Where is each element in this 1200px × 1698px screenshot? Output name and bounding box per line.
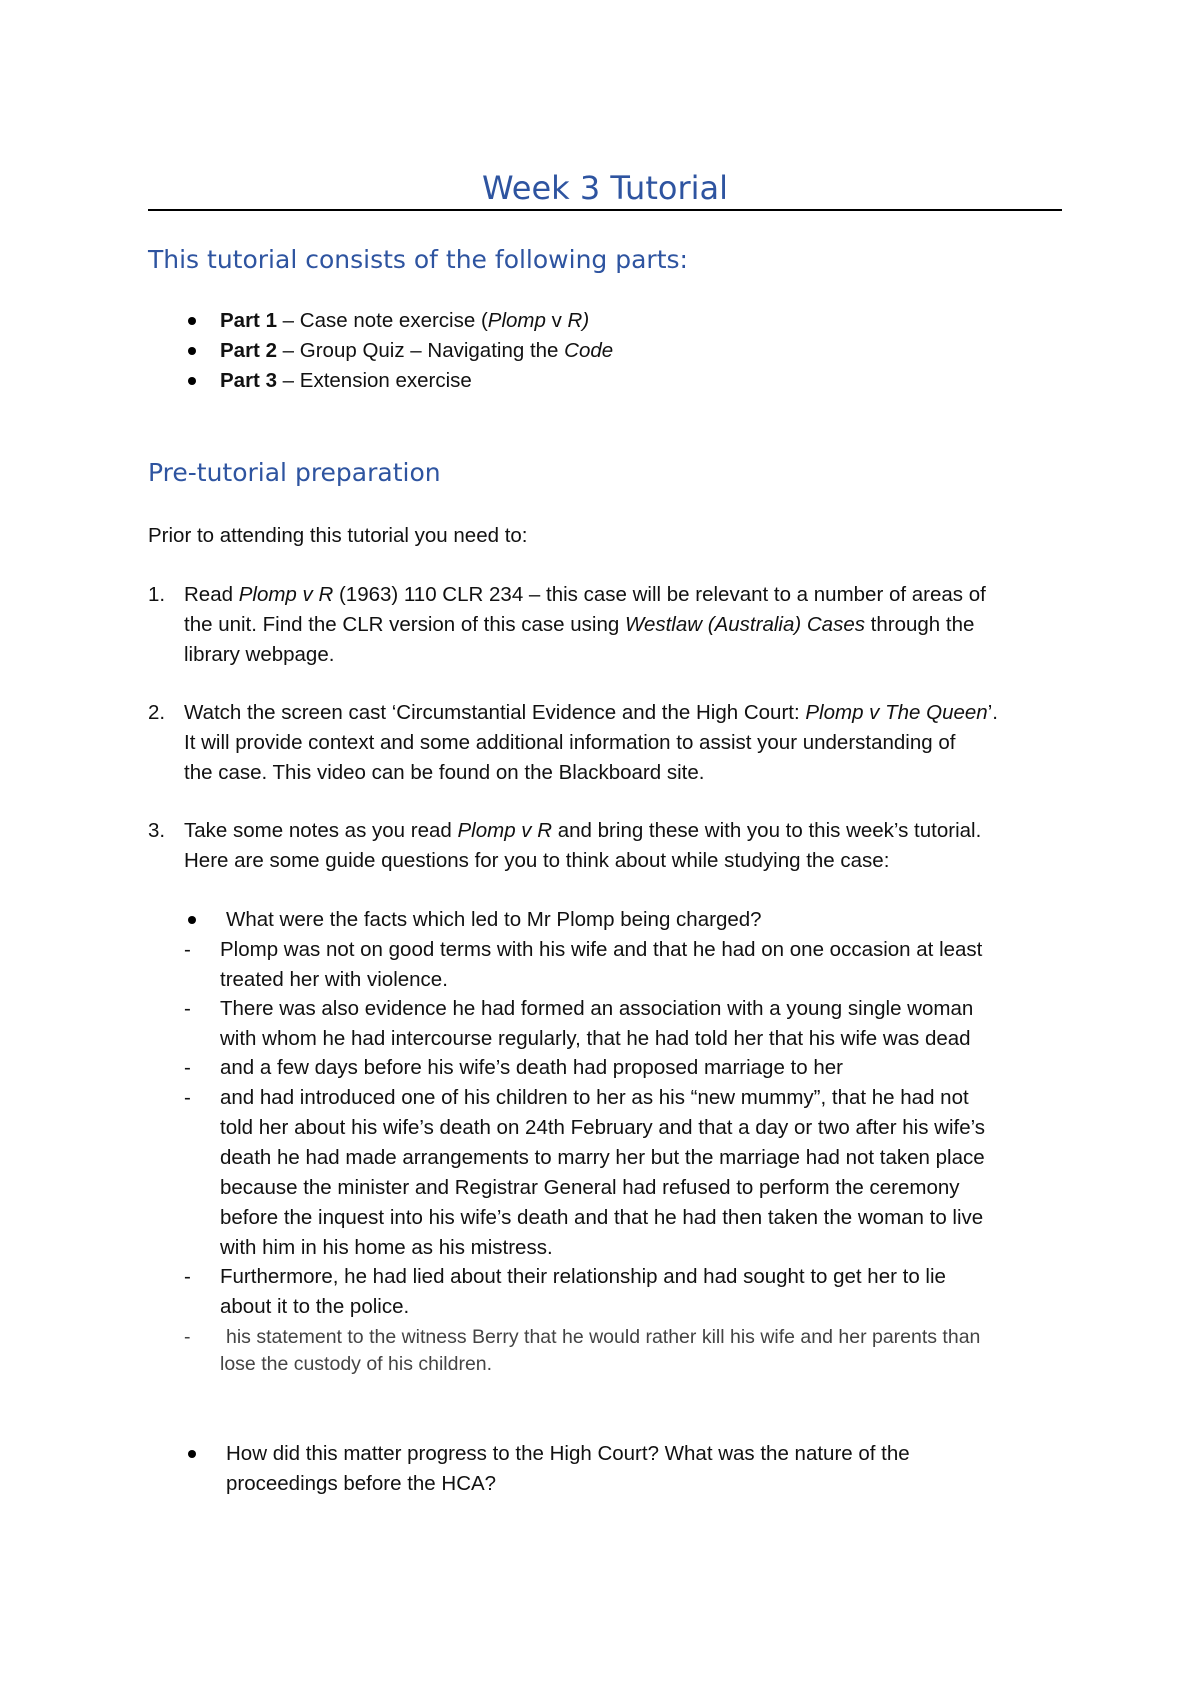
fact-line: Plomp was not on good terms with his wife and that he had on one occasion at least: [220, 938, 983, 961]
parts-list: [148, 306, 613, 396]
fact-line: about it to the police.: [220, 1295, 410, 1318]
text-run: through the: [864, 613, 975, 636]
dash-marker: -: [184, 1265, 191, 1288]
part-label: Part 3: [220, 369, 277, 392]
fact-line: death he had made arrangements to marry her but the marriage had not taken place: [220, 1146, 985, 1169]
part-emphasis: Plomp: [487, 309, 546, 332]
fact-line: his statement to the witness Berry that he would rather kill his wife and her parents than: [226, 1326, 981, 1348]
title-divider: [148, 209, 1062, 211]
case-name: Plomp v R: [457, 819, 553, 842]
part-text: – Group Quiz – Navigating the: [276, 339, 565, 362]
fact-line: and had introduced one of his children to her as his “new mummy”, that he had not: [220, 1086, 969, 1109]
question-text: How did this matter progress to the High Court? What was the nature of the: [226, 1442, 910, 1465]
fact-item: [148, 1324, 1068, 1378]
text-run: the unit. Find the CLR version of this case using: [184, 613, 625, 636]
numbered-item-2: [148, 698, 1068, 788]
guide-question-1: [148, 905, 1068, 935]
numbered-item-3: [148, 816, 1068, 876]
text-run: (1963) 110 CLR 234 – this case will be relevant to a number of areas of: [333, 583, 986, 606]
fact-line: treated her with violence.: [220, 968, 448, 991]
guide-question-2: [148, 1439, 1068, 1499]
item-number: 1.: [148, 583, 166, 606]
bullet-icon: [188, 377, 196, 385]
fact-line: told her about his wife’s death on 24th February and that a day or two after his wife’s: [220, 1116, 986, 1139]
item-number: 3.: [148, 819, 166, 842]
text-run: Take some notes as you read: [184, 819, 458, 842]
fact-line: before the inquest into his wife’s death and that he had then taken the woman to live: [220, 1206, 984, 1229]
part-emphasis: R): [567, 309, 590, 332]
dash-marker: -: [184, 1056, 191, 1079]
question-text: proceedings before the HCA?: [226, 1472, 497, 1495]
fact-line: with him in his home as his mistress.: [220, 1236, 553, 1259]
dash-marker: -: [184, 997, 191, 1020]
fact-line: because the minister and Registrar General had refused to perform the ceremony: [220, 1176, 960, 1199]
fact-item: [148, 994, 1068, 1054]
fact-line: Furthermore, he had lied about their relationship and had sought to get her to lie: [220, 1265, 946, 1288]
text-run: Here are some guide questions for you to think about while studying the case:: [184, 849, 890, 872]
dash-marker: -: [184, 1086, 191, 1109]
intro-heading: This tutorial consists of the following parts:: [148, 245, 688, 274]
question-text: What were the facts which led to Mr Plomp being charged?: [226, 908, 762, 931]
list-item: [148, 306, 613, 336]
item-number: 2.: [148, 701, 166, 724]
fact-item: [148, 1053, 1068, 1083]
part-text: v: [545, 309, 568, 332]
text-run: library webpage.: [184, 643, 335, 666]
part-text: – Extension exercise: [276, 369, 472, 392]
dash-marker: -: [184, 938, 191, 961]
text-run: Watch the screen cast ‘Circumstantial Evidence and the High Court:: [184, 701, 806, 724]
item-text: [184, 580, 1068, 670]
fact-line: lose the custody of his children.: [220, 1353, 493, 1375]
text-run: ’.: [987, 701, 998, 724]
list-item: [148, 366, 613, 396]
fact-item: [148, 935, 1068, 995]
bullet-icon: [188, 317, 196, 325]
part-text: – Case note exercise (: [276, 309, 488, 332]
fact-item: [148, 1262, 1068, 1322]
list-item: [148, 336, 613, 366]
numbered-item-1: [148, 580, 1068, 670]
item-text: [184, 816, 1068, 876]
bullet-icon: [188, 916, 196, 924]
dash-marker: -: [184, 1326, 191, 1348]
part-emphasis: Code: [564, 339, 614, 362]
fact-line: and a few days before his wife’s death had proposed marriage to her: [220, 1056, 843, 1079]
fact-item: [148, 1083, 1068, 1263]
case-name: Plomp v The Queen: [805, 701, 988, 724]
prep-intro: Prior to attending this tutorial you need to:: [148, 524, 528, 547]
text-run: and bring these with you to this week’s tutorial.: [552, 819, 982, 842]
case-name: Plomp v R: [238, 583, 334, 606]
part-label: Part 1: [220, 309, 277, 332]
part-label: Part 2: [220, 339, 277, 362]
fact-line: with whom he had intercourse regularly, that he had told her that his wife was dead: [220, 1027, 971, 1050]
fact-line: There was also evidence he had formed an association with a young single woman: [220, 997, 974, 1020]
text-run: Read: [184, 583, 239, 606]
database-name: Westlaw (Australia) Cases: [624, 613, 865, 636]
bullet-icon: [188, 1450, 196, 1458]
text-run: the case. This video can be found on the Blackboard site.: [184, 761, 705, 784]
item-text: [184, 698, 1068, 788]
page-title: Week 3 Tutorial: [481, 169, 728, 207]
bullet-icon: [188, 347, 196, 355]
prep-heading: Pre-tutorial preparation: [148, 458, 441, 487]
text-run: It will provide context and some additional information to assist your understanding of: [184, 731, 956, 754]
